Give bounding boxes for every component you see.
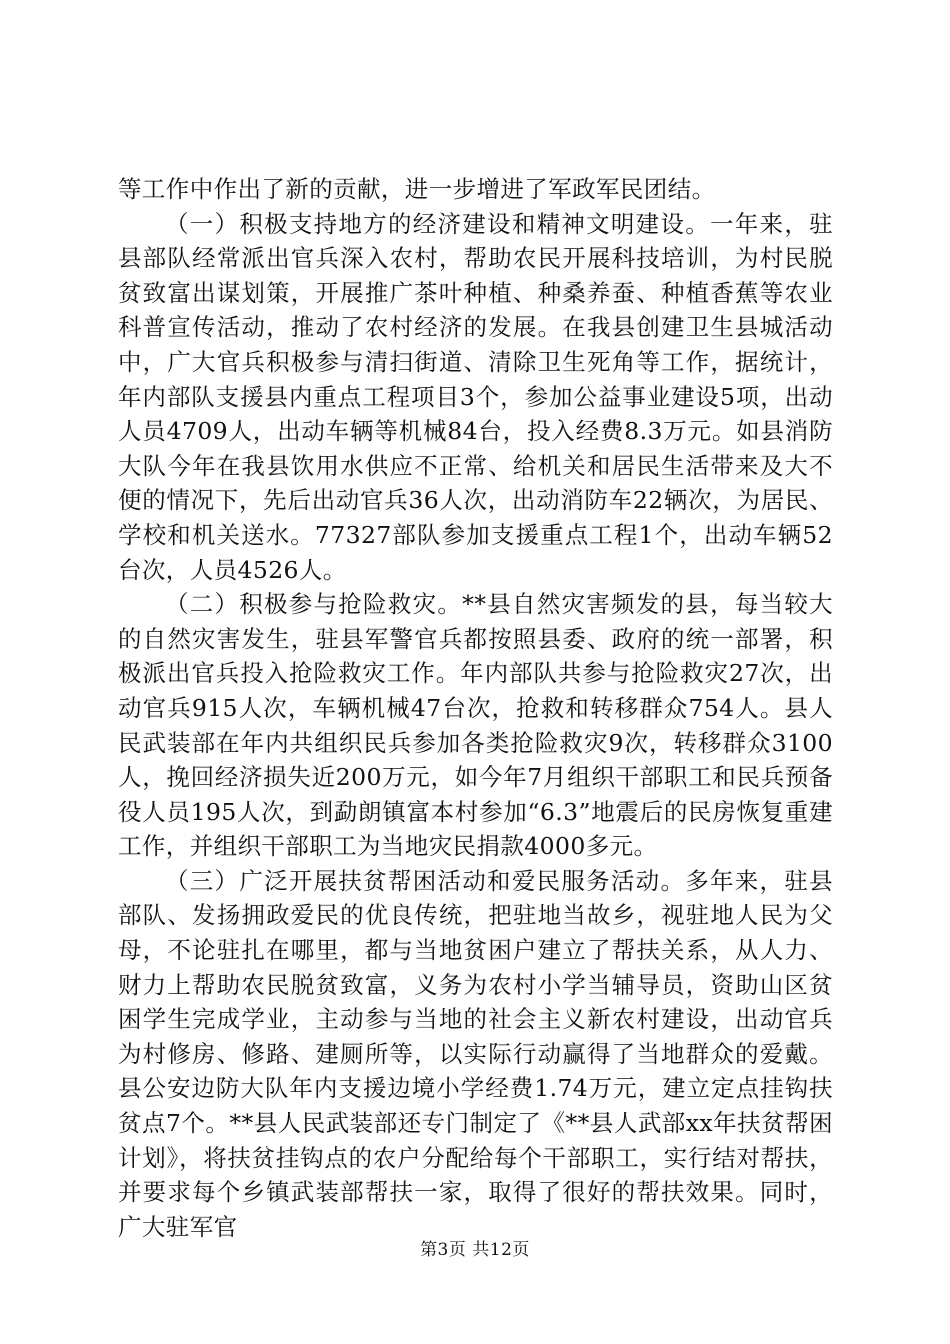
document-body (118, 172, 833, 1244)
page-number-footer: 第3页 共12页 (420, 1240, 530, 1260)
paragraph-economic-support: （一）积极支持地方的经济建设和精神文明建设。一年来，驻县部队经常派出官兵深入农村，帮助农民开展科技培训，为村民脱贫致富出谋划策，开展推广茶叶种植、种桑养蚕、种植香蕉等农业科普宣传活动，推动了农村经济的发展。在我县创建卫生县城活动中，广大官兵积极参与清扫街道、清除卫生死角等工作，据统计，年内部队支援县内重点工程项目3个，参加公益事业建设5项，出动人员4709人，出动车辆等机械84台，投入经费8.3万元。如县消防大队今年在我县饮用水供应不正常、给机关和居民生活带来及大不便的情况下，先后出动官兵36人次，出动消防车22辆次，为居民、学校和机关送水。77327部队参加支援重点工程1个，出动车辆52台次，人员4526人。 (118, 209, 833, 584)
paragraph-disaster-relief: （二）积极参与抢险救灾。**县自然灾害频发的县，每当较大的自然灾害发生，驻县军警官兵都按照县委、政府的统一部署，积极派出官兵投入抢险救灾工作。年内部队共参与抢险救灾27次，出动官兵915人次，车辆机械47台次，抢救和转移群众754人。县人民武装部在年内共组织民兵参加各类抢险救灾9次，转移群众3100人，挽回经济损失近200万元，如今年7月组织干部职工和民兵预备役人员195人次，到勐朗镇富本村参加“6.3”地震后的民房恢复重建工作，并组织干部职工为当地灾民捐款4000多元。 (118, 590, 833, 861)
paragraph-poverty-aid: （三）广泛开展扶贫帮困活动和爱民服务活动。多年来，驻县部队、发扬拥政爱民的优良传统，把驻地当故乡，视驻地人民为父母，不论驻扎在哪里，都与当地贫困户建立了帮扶关系，从人力、财力上帮助农民脱贫致富，义务为农村小学当辅导员，资助山区贫困学生完成学业，主动参与当地的社会主义新农村建设，出动官兵为村修房、修路、建厕所等，以实际行动赢得了当地群众的爱戴。县公安边防大队年内支援边境小学经费1.74万元，建立定点挂钩扶贫点7个。**县人民武装部还专门制定了《**县人武部xx年扶贫帮困计划》，将扶贫挂钩点的农户分配给每个干部职工，实行结对帮扶，并要求每个乡镇武装部帮扶一家，取得了很好的帮扶效果。同时，广大驻军官 (118, 866, 833, 1241)
paragraph-continuation: 等工作中作出了新的贡献，进一步增进了军政军民团结。 (118, 175, 716, 203)
